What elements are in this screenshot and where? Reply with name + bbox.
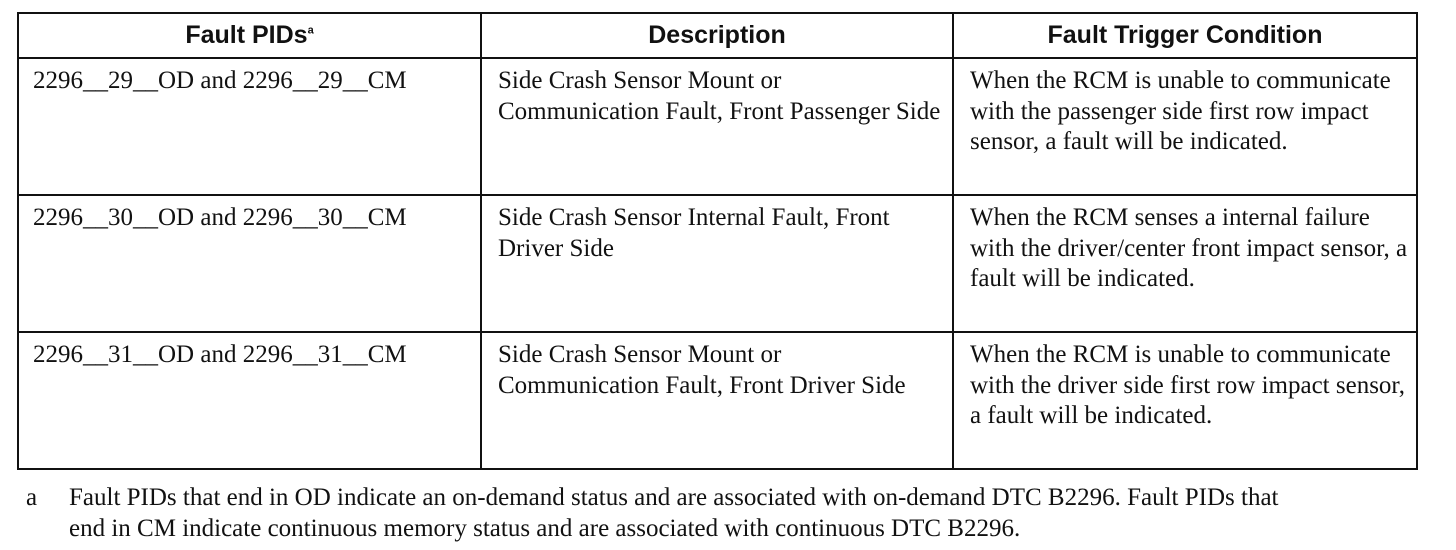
table-row — [18, 195, 1417, 332]
footnote-mark: a — [26, 484, 38, 511]
table-footnote — [26, 483, 1436, 544]
fault-pid-cell: 2296__30__OD and 2296__30__CM — [18, 195, 481, 332]
fault-pid-cell: 2296__29__OD and 2296__29__CM — [18, 58, 481, 195]
description-cell: Side Crash Sensor Mount or Communication Fault, Front Passenger Side — [481, 58, 953, 195]
description-cell: Side Crash Sensor Internal Fault, Front Driver Side — [481, 195, 953, 332]
header-fault-pids — [18, 13, 481, 58]
footnote-reference-mark: a — [307, 24, 314, 37]
trigger-condition-cell: When the RCM senses a internal failure with the driver/center front impact sensor, a fault will be indicated. — [953, 195, 1417, 332]
table-row — [18, 58, 1417, 195]
fault-pid-table — [17, 12, 1418, 470]
footnote-text: Fault PIDs that end in OD indicate an on-demand status and are associated with on-demand DTC B2296. Fault PIDs that end in CM indicate continuous memory status and are associated with continuous DTC B2296. — [69, 484, 1279, 542]
header-fault-pids-label: Fault PIDs — [185, 21, 308, 49]
header-description: Description — [481, 13, 953, 58]
trigger-condition-cell: When the RCM is unable to communicate with the driver side first row impact sensor, a fault will be indicated. — [953, 332, 1417, 469]
table-header-row — [18, 13, 1417, 58]
fault-pid-cell: 2296__31__OD and 2296__31__CM — [18, 332, 481, 469]
trigger-condition-cell: When the RCM is unable to communicate with the passenger side first row impact sensor, a fault will be indicated. — [953, 58, 1417, 195]
description-cell: Side Crash Sensor Mount or Communication Fault, Front Driver Side — [481, 332, 953, 469]
table-row — [18, 332, 1417, 469]
header-fault-trigger-condition: Fault Trigger Condition — [953, 13, 1417, 58]
